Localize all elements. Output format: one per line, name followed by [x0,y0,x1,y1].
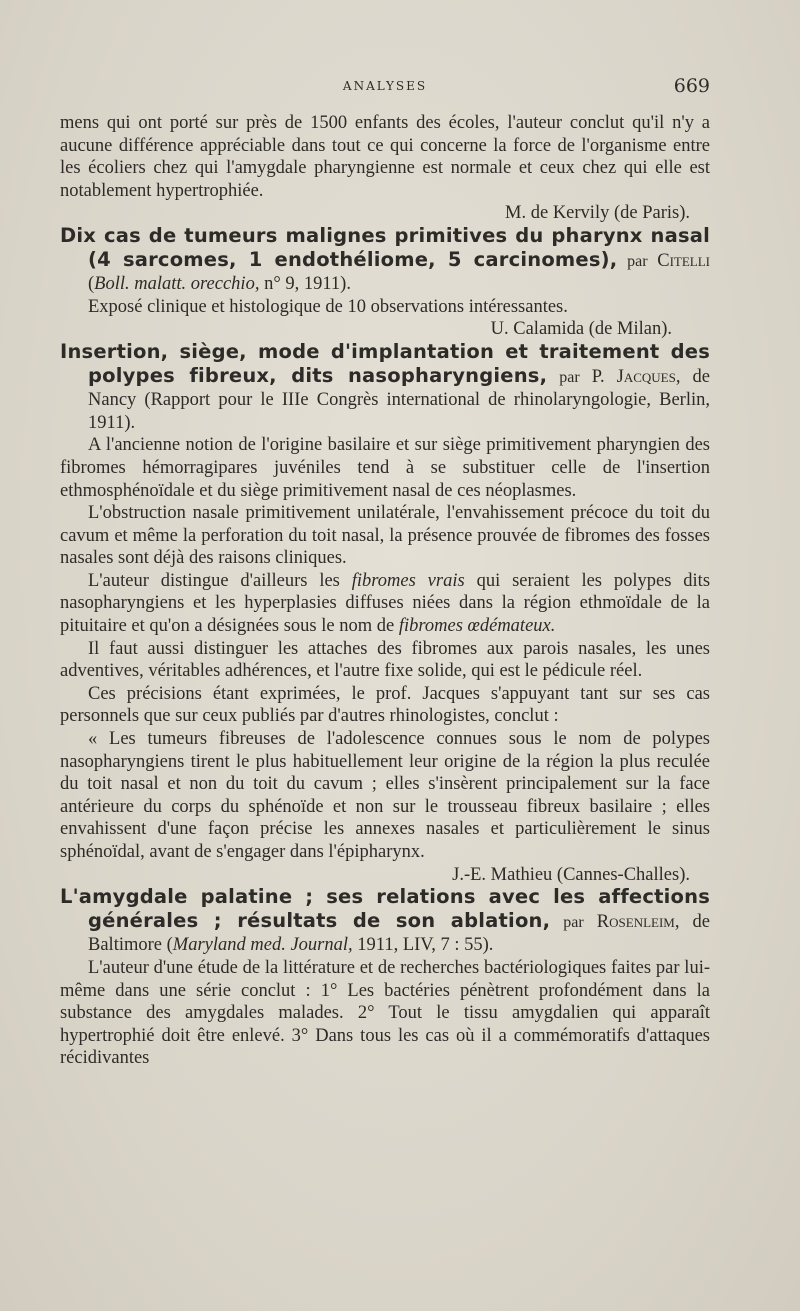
paragraph-continuation: mens qui ont porté sur près de 1500 enfants des écoles, l'auteur conclut qu'il n'y a aucune différence appréciable dans tout ce qui concerne la force de l'organisme entre les écoliers chez qui l'amygdale pharyngienne est normale et ceux chez qui elle est notablement hypertrophiée. [60,113,710,201]
paragraph: A l'ancienne notion de l'origine basilaire et sur siège primitivement pharyngien des fibromes hémorragipares juvéniles tend à se substituer celle de l'insertion ethmosphénoïdale et du siège primitivement nasal de ces néoplasmes. [60,435,710,501]
article-dix-cas [60,225,710,296]
paragraph: Ces précisions étant exprimées, le prof. Jacques s'appuyant tant sur ses cas personnels que sur ceux publiés par d'autres rhinologistes, conclut : [60,683,710,727]
emphasis: fibromes vrais [351,570,465,591]
article-paren-open: ( [88,274,95,295]
running-title: ANALYSES [342,79,428,93]
article-by: par [627,252,648,270]
article-details: de Nancy (Rapport pour le IIIe Congrès international de rhinolaryngologie, Berlin, 1911). [88,366,710,433]
signature-mathieu: J.-E. Mathieu (Cannes-Challes). [452,864,690,885]
paragraph: Il faut aussi distinguer les attaches des fibromes aux parois nasales, les unes adventives, véritables adhérences, et l'autre fixe solide, qui est le pédicule réel. [60,638,710,682]
signature-kervily: M. de Kervily (de Paris). [505,203,690,224]
paragraph [60,570,710,638]
page-number: 669 [673,75,710,97]
paragraph: L'auteur d'une étude de la littérature et de recherches bactériologiques faites par lui-même dans une série conclut : 1° Les bactéries pénètrent profondément dans la substance des amygdales malades. 2° Tout le tissu amygdalien qui apparaît hypertrophié doit être enlevé. 3° Dans tous les cas où il a commémoratifs d'attaques récidivantes [60,957,710,1069]
article-by: par [559,368,580,386]
running-header [60,75,710,99]
article-author: Citelli [657,250,710,271]
article-author: Rosenleim, [596,911,680,932]
text-run: qui seraient les polypes dits nasopharyngiens et les hyperplasies diffuses niées dans la région ethmoïdale de la pituitaire et qu'on a désignées sous le nom de [60,570,711,637]
article-journal: Boll. malatt. orecchio, [94,274,260,295]
article-by: par [563,913,584,931]
article-title: Insertion, siège, mode d'implantation et traitement des polypes fibreux, dits nasopharyngiens, [60,339,710,387]
article-title: Dix cas de tumeurs malignes primitives du pharynx nasal (4 sarcomes, 1 endothéliome, 5 carcinomes), [60,223,710,271]
emphasis: fibromes œdémateux. [398,616,556,637]
article-details: 1911, LIV, 7 : 55). [357,935,494,956]
article-details: n° 9, 1911). [264,274,351,295]
paragraph-quote: « Les tumeurs fibreuses de l'adolescence connues sous le nom de polypes nasopharyngiens tirent le plus habituellement leur origine de la région la plus reculée du toit nasal et non du toit du cavum ; elles s'insèrent principalement sur la face antérieure du corps du sphénoïde et non sur le trousseau fibreux basilaire ; elles envahissent d'une façon précise les annexes nasales et particulièrement le sinus sphénoïdal, avant de s'engager dans l'épipharynx. [60,729,710,862]
page-content [60,112,710,1070]
article-summary: Exposé clinique et histologique de 10 observations intéressantes. [88,296,568,317]
article-place: de Baltimore ( [88,911,711,956]
article-author: P. Jacques, [591,366,681,387]
article-journal: Maryland med. Journal, [172,935,353,956]
article-insertion [60,341,710,434]
signature-calamida: U. Calamida (de Milan). [490,319,672,340]
article-title: L'amygdale palatine ; ses relations avec les affections générales ; résultats de son ablation, [60,885,710,932]
paragraph: L'obstruction nasale primitivement unilatérale, l'envahissement précoce du toit du cavum et même la perforation du toit nasal, la présence prouvée de fibromes des fosses nasales sont déjà des raisons cliniques. [60,503,710,569]
text-run: L'auteur distingue d'ailleurs les [88,570,340,591]
article-amygdale [60,886,710,957]
